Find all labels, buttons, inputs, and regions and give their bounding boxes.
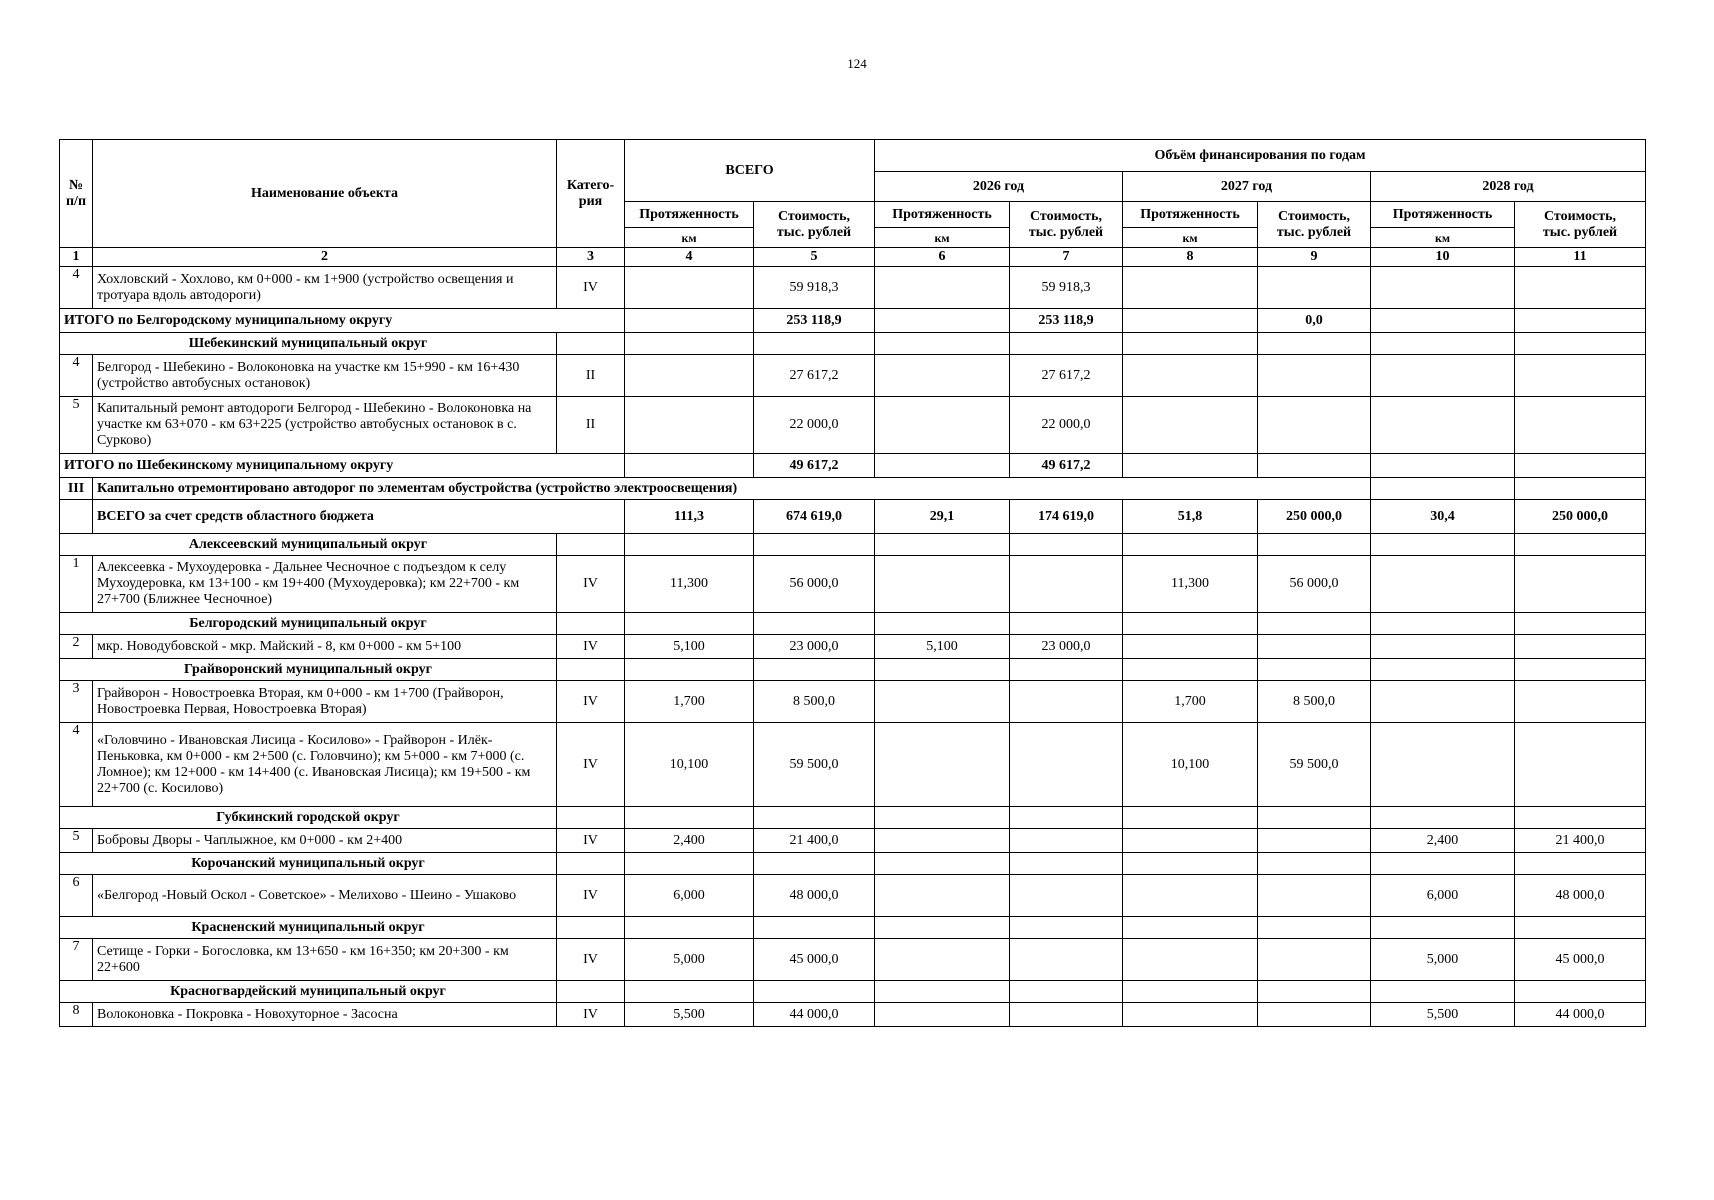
cost-value: 44 000,0 — [754, 1003, 875, 1027]
cost-value: 253 118,9 — [1010, 309, 1123, 333]
cost-value — [1515, 454, 1646, 478]
cost-value: 23 000,0 — [1010, 635, 1123, 659]
length-value — [625, 267, 754, 309]
empty-cell — [557, 333, 625, 355]
empty-cell — [1371, 853, 1515, 875]
table-row — [60, 829, 1646, 853]
table-header — [60, 140, 1646, 267]
empty-cell — [875, 534, 1010, 556]
cost-value: 22 000,0 — [754, 397, 875, 454]
empty-cell — [1515, 534, 1646, 556]
empty-cell — [875, 853, 1010, 875]
table-row — [60, 556, 1646, 613]
empty-cell — [1258, 333, 1371, 355]
empty-cell — [1371, 534, 1515, 556]
cost-value — [1010, 875, 1123, 917]
empty-cell — [1515, 853, 1646, 875]
row-number: 5 — [60, 397, 93, 454]
length-value — [1123, 939, 1258, 981]
cost-value: 44 000,0 — [1515, 1003, 1646, 1027]
length-value — [875, 397, 1010, 454]
length-value — [875, 875, 1010, 917]
col-index: 3 — [557, 248, 625, 267]
object-name: Сетище - Горки - Богословка, км 13+650 - км 16+350; км 20+300 - км 22+600 — [93, 939, 557, 981]
cost-value: 49 617,2 — [1010, 454, 1123, 478]
length-value — [1123, 1003, 1258, 1027]
length-value — [1371, 397, 1515, 454]
length-value — [1371, 635, 1515, 659]
header-cost: Стоимость, тыс. рублей — [1515, 202, 1646, 248]
header-num: № п/п — [60, 140, 93, 248]
cost-value: 59 500,0 — [1258, 723, 1371, 807]
cost-value: 674 619,0 — [754, 500, 875, 534]
empty-cell — [1123, 853, 1258, 875]
cost-value: 56 000,0 — [1258, 556, 1371, 613]
cost-value — [1258, 1003, 1371, 1027]
length-value — [1123, 829, 1258, 853]
empty-cell — [754, 534, 875, 556]
header-unit-km: км — [1371, 228, 1515, 248]
district-name: Корочанский муниципальный округ — [60, 853, 557, 875]
empty-cell — [1258, 659, 1371, 681]
empty-cell — [754, 659, 875, 681]
cost-value — [1010, 1003, 1123, 1027]
empty-cell — [1123, 807, 1258, 829]
empty-cell — [557, 613, 625, 635]
district-total-label: ИТОГО по Шебекинскому муниципальному округу — [60, 454, 625, 478]
header-length: Протяженность — [1371, 202, 1515, 228]
length-value — [875, 267, 1010, 309]
category: IV — [557, 829, 625, 853]
empty-cell — [1010, 333, 1123, 355]
district-row — [60, 853, 1646, 875]
empty-cell — [1010, 807, 1123, 829]
col-index: 11 — [1515, 248, 1646, 267]
length-value — [1371, 355, 1515, 397]
empty-cell — [625, 613, 754, 635]
page-number: 124 — [847, 56, 867, 71]
cost-value — [1258, 875, 1371, 917]
cost-value — [1258, 454, 1371, 478]
district-row — [60, 333, 1646, 355]
empty-cell — [875, 613, 1010, 635]
empty-cell — [1123, 981, 1258, 1003]
cost-value — [1515, 267, 1646, 309]
row-number: 6 — [60, 875, 93, 917]
header-year-2026: 2026 год — [875, 172, 1123, 202]
table-row — [60, 397, 1646, 454]
length-value — [625, 454, 754, 478]
cost-value — [1515, 723, 1646, 807]
length-value — [1123, 454, 1258, 478]
empty-cell — [754, 333, 875, 355]
empty-cell — [1371, 659, 1515, 681]
length-value: 2,400 — [625, 829, 754, 853]
row-number: 4 — [60, 355, 93, 397]
cost-value: 22 000,0 — [1010, 397, 1123, 454]
empty-cell — [1258, 917, 1371, 939]
empty-cell — [1371, 478, 1515, 500]
category: IV — [557, 723, 625, 807]
length-value: 30,4 — [1371, 500, 1515, 534]
length-value — [875, 556, 1010, 613]
empty-cell — [754, 981, 875, 1003]
empty-cell — [625, 333, 754, 355]
col-index: 5 — [754, 248, 875, 267]
empty-cell — [557, 917, 625, 939]
length-value — [1371, 309, 1515, 333]
empty-cell — [625, 853, 754, 875]
district-name: Губкинский городской округ — [60, 807, 557, 829]
length-value: 5,000 — [1371, 939, 1515, 981]
table-row — [60, 267, 1646, 309]
length-value — [1123, 309, 1258, 333]
section-title: Капитально отремонтировано автодорог по элементам обустройства (устройство электроосвещения) — [93, 478, 1371, 500]
header-total: ВСЕГО — [625, 140, 875, 202]
empty-cell — [754, 807, 875, 829]
cost-value — [1515, 309, 1646, 333]
header-category: Катего- рия — [557, 140, 625, 248]
funding-table-container — [59, 139, 1645, 1027]
length-value: 11,300 — [625, 556, 754, 613]
row-number: 4 — [60, 723, 93, 807]
column-index-row — [60, 248, 1646, 267]
col-index: 1 — [60, 248, 93, 267]
total-row — [60, 309, 1646, 333]
category: IV — [557, 875, 625, 917]
object-name: «Белгород -Новый Оскол - Советское» - Мелихово - Шеино - Ушаково — [93, 875, 557, 917]
col-index: 2 — [93, 248, 557, 267]
object-name: Хохловский - Хохлово, км 0+000 - км 1+900 (устройство освещения и тротуара вдоль автодороги) — [93, 267, 557, 309]
cost-value — [1515, 635, 1646, 659]
empty-cell — [1258, 853, 1371, 875]
table-row — [60, 355, 1646, 397]
cost-value — [1515, 397, 1646, 454]
length-value — [1371, 723, 1515, 807]
col-index: 4 — [625, 248, 754, 267]
empty-cell — [1515, 981, 1646, 1003]
cost-value — [1258, 829, 1371, 853]
table-row — [60, 939, 1646, 981]
empty-cell — [1010, 981, 1123, 1003]
empty-cell — [1515, 478, 1646, 500]
row-number: 8 — [60, 1003, 93, 1027]
length-value — [1123, 875, 1258, 917]
empty-cell — [754, 613, 875, 635]
col-index: 6 — [875, 248, 1010, 267]
object-name: Белгород - Шебекино - Волоконовка на участке км 15+990 - км 16+430 (устройство автобусных остановок) — [93, 355, 557, 397]
cost-value: 27 617,2 — [754, 355, 875, 397]
district-name: Белгородский муниципальный округ — [60, 613, 557, 635]
category: II — [557, 397, 625, 454]
cost-value: 250 000,0 — [1258, 500, 1371, 534]
length-value: 6,000 — [625, 875, 754, 917]
cost-value — [1258, 397, 1371, 454]
length-value: 1,700 — [1123, 681, 1258, 723]
row-number: 3 — [60, 681, 93, 723]
row-number: 2 — [60, 635, 93, 659]
empty-cell — [1258, 534, 1371, 556]
empty-cell — [1515, 333, 1646, 355]
empty-cell — [1515, 659, 1646, 681]
length-value — [1371, 681, 1515, 723]
empty-cell — [1010, 659, 1123, 681]
length-value: 10,100 — [1123, 723, 1258, 807]
cost-value: 59 500,0 — [754, 723, 875, 807]
empty-cell — [1123, 534, 1258, 556]
cost-value — [1515, 556, 1646, 613]
funding-table — [59, 139, 1646, 1027]
cost-value: 56 000,0 — [754, 556, 875, 613]
row-number: 4 — [60, 267, 93, 309]
cost-value — [1010, 681, 1123, 723]
header-unit-km: км — [1123, 228, 1258, 248]
district-row — [60, 807, 1646, 829]
cost-value: 250 000,0 — [1515, 500, 1646, 534]
empty-cell — [754, 917, 875, 939]
cost-value: 253 118,9 — [754, 309, 875, 333]
length-value: 2,400 — [1371, 829, 1515, 853]
cost-value: 8 500,0 — [754, 681, 875, 723]
col-index: 8 — [1123, 248, 1258, 267]
empty-cell — [625, 534, 754, 556]
length-value — [875, 454, 1010, 478]
empty-cell — [625, 659, 754, 681]
empty-cell — [1010, 853, 1123, 875]
district-row — [60, 613, 1646, 635]
empty-cell — [1010, 534, 1123, 556]
empty-cell — [1123, 659, 1258, 681]
empty-cell — [1515, 917, 1646, 939]
district-name: Грайворонский муниципальный округ — [60, 659, 557, 681]
district-name: Алексеевский муниципальный округ — [60, 534, 557, 556]
table-row — [60, 875, 1646, 917]
cost-value — [1010, 723, 1123, 807]
table-row — [60, 635, 1646, 659]
col-index: 10 — [1371, 248, 1515, 267]
empty-cell — [1123, 613, 1258, 635]
empty-cell — [1010, 917, 1123, 939]
length-value — [875, 939, 1010, 981]
category: IV — [557, 939, 625, 981]
length-value — [1123, 397, 1258, 454]
district-row — [60, 981, 1646, 1003]
header-year-2028: 2028 год — [1371, 172, 1646, 202]
header-cost: Стоимость, тыс. рублей — [754, 202, 875, 248]
object-name: Алексеевка - Мухоудеровка - Дальнее Чесночное с подъездом к селу Мухоудеровка, км 13+100 - км 19+400 (Мухоудеровка); км 22+700 - км 27+700 (Ближнее Чесночное) — [93, 556, 557, 613]
cost-value: 49 617,2 — [754, 454, 875, 478]
row-number — [60, 500, 93, 534]
empty-cell — [1515, 613, 1646, 635]
length-value — [1123, 355, 1258, 397]
cost-value — [1010, 556, 1123, 613]
cost-value: 8 500,0 — [1258, 681, 1371, 723]
table-row — [60, 681, 1646, 723]
length-value — [1371, 267, 1515, 309]
empty-cell — [1258, 613, 1371, 635]
length-value — [625, 355, 754, 397]
length-value: 5,100 — [875, 635, 1010, 659]
district-row — [60, 659, 1646, 681]
cost-value — [1258, 635, 1371, 659]
category: IV — [557, 1003, 625, 1027]
length-value: 111,3 — [625, 500, 754, 534]
row-number: 5 — [60, 829, 93, 853]
grand-row — [60, 500, 1646, 534]
cost-value — [1010, 939, 1123, 981]
length-value: 10,100 — [625, 723, 754, 807]
header-funding: Объём финансирования по годам — [875, 140, 1646, 172]
length-value: 5,500 — [1371, 1003, 1515, 1027]
district-name: Красненский муниципальный округ — [60, 917, 557, 939]
empty-cell — [625, 981, 754, 1003]
cost-value — [1258, 267, 1371, 309]
length-value — [1371, 556, 1515, 613]
length-value: 5,000 — [625, 939, 754, 981]
table-row — [60, 1003, 1646, 1027]
length-value — [875, 309, 1010, 333]
category: IV — [557, 635, 625, 659]
length-value — [1371, 454, 1515, 478]
object-name: мкр. Новодубовской - мкр. Майский - 8, км 0+000 - км 5+100 — [93, 635, 557, 659]
empty-cell — [1123, 917, 1258, 939]
length-value: 6,000 — [1371, 875, 1515, 917]
header-year-2027: 2027 год — [1123, 172, 1371, 202]
empty-cell — [1371, 981, 1515, 1003]
cost-value: 21 400,0 — [1515, 829, 1646, 853]
empty-cell — [557, 981, 625, 1003]
cost-value: 48 000,0 — [1515, 875, 1646, 917]
category: II — [557, 355, 625, 397]
district-name: Красногвардейский муниципальный округ — [60, 981, 557, 1003]
object-name: Волоконовка - Покровка - Новохуторное - Засосна — [93, 1003, 557, 1027]
district-total-label: ИТОГО по Белгородскому муниципальному округу — [60, 309, 625, 333]
category: IV — [557, 267, 625, 309]
section-row — [60, 478, 1646, 500]
cost-value: 174 619,0 — [1010, 500, 1123, 534]
empty-cell — [1515, 807, 1646, 829]
table-body — [60, 267, 1646, 1027]
empty-cell — [1123, 333, 1258, 355]
empty-cell — [1010, 613, 1123, 635]
object-name: Грайворон - Новостроевка Вторая, км 0+000 - км 1+700 (Грайворон, Новостроевка Первая, Новостроевка Вторая) — [93, 681, 557, 723]
grand-total-label: ВСЕГО за счет средств областного бюджета — [93, 500, 625, 534]
length-value: 11,300 — [1123, 556, 1258, 613]
length-value — [875, 1003, 1010, 1027]
cost-value — [1515, 681, 1646, 723]
length-value — [875, 829, 1010, 853]
empty-cell — [557, 807, 625, 829]
total-row — [60, 454, 1646, 478]
empty-cell — [875, 807, 1010, 829]
header-unit-km: км — [625, 228, 754, 248]
empty-cell — [1258, 807, 1371, 829]
district-name: Шебекинский муниципальный округ — [60, 333, 557, 355]
object-name: Капитальный ремонт автодороги Белгород - Шебекино - Волоконовка на участке км 63+070 - км 63+225 (устройство автобусных остановок в с. Сурково) — [93, 397, 557, 454]
length-value — [875, 723, 1010, 807]
empty-cell — [625, 917, 754, 939]
table-row — [60, 723, 1646, 807]
empty-cell — [557, 659, 625, 681]
category: IV — [557, 681, 625, 723]
empty-cell — [754, 853, 875, 875]
length-value — [1123, 267, 1258, 309]
cost-value: 45 000,0 — [1515, 939, 1646, 981]
cost-value: 21 400,0 — [754, 829, 875, 853]
length-value — [625, 397, 754, 454]
header-length: Протяженность — [625, 202, 754, 228]
section-number: III — [60, 478, 93, 500]
empty-cell — [1371, 917, 1515, 939]
cost-value — [1258, 939, 1371, 981]
cost-value: 59 918,3 — [1010, 267, 1123, 309]
header-cost: Стоимость, тыс. рублей — [1010, 202, 1123, 248]
empty-cell — [1371, 613, 1515, 635]
empty-cell — [875, 981, 1010, 1003]
cost-value: 23 000,0 — [754, 635, 875, 659]
length-value: 29,1 — [875, 500, 1010, 534]
district-row — [60, 917, 1646, 939]
cost-value: 59 918,3 — [754, 267, 875, 309]
header-length: Протяженность — [875, 202, 1010, 228]
col-index: 9 — [1258, 248, 1371, 267]
cost-value: 48 000,0 — [754, 875, 875, 917]
empty-cell — [1258, 981, 1371, 1003]
length-value — [875, 355, 1010, 397]
length-value — [625, 309, 754, 333]
cost-value: 0,0 — [1258, 309, 1371, 333]
length-value — [1123, 635, 1258, 659]
empty-cell — [557, 534, 625, 556]
empty-cell — [875, 333, 1010, 355]
empty-cell — [557, 853, 625, 875]
length-value: 5,100 — [625, 635, 754, 659]
empty-cell — [1371, 807, 1515, 829]
cost-value — [1010, 829, 1123, 853]
row-number: 7 — [60, 939, 93, 981]
empty-cell — [625, 807, 754, 829]
district-row — [60, 534, 1646, 556]
object-name: «Головчино - Ивановская Лисица - Косилово» - Грайворон - Илёк-Пеньковка, км 0+000 - км 2+500 (с. Головчино); км 5+000 - км 7+000 (с. Ломное); км 12+000 - км 14+400 (с. Ивановская Лисица); км 19+500 - км 22+700 (с. Косилово) — [93, 723, 557, 807]
col-index: 7 — [1010, 248, 1123, 267]
empty-cell — [875, 659, 1010, 681]
length-value: 5,500 — [625, 1003, 754, 1027]
length-value — [875, 681, 1010, 723]
cost-value: 45 000,0 — [754, 939, 875, 981]
length-value: 51,8 — [1123, 500, 1258, 534]
row-number: 1 — [60, 556, 93, 613]
length-value: 1,700 — [625, 681, 754, 723]
object-name: Бобровы Дворы - Чаплыжное, км 0+000 - км 2+400 — [93, 829, 557, 853]
category: IV — [557, 556, 625, 613]
empty-cell — [875, 917, 1010, 939]
header-name: Наименование объекта — [93, 140, 557, 248]
cost-value — [1258, 355, 1371, 397]
empty-cell — [1371, 333, 1515, 355]
header-unit-km: км — [875, 228, 1010, 248]
cost-value: 27 617,2 — [1010, 355, 1123, 397]
header-length: Протяженность — [1123, 202, 1258, 228]
cost-value — [1515, 355, 1646, 397]
header-cost: Стоимость, тыс. рублей — [1258, 202, 1371, 248]
